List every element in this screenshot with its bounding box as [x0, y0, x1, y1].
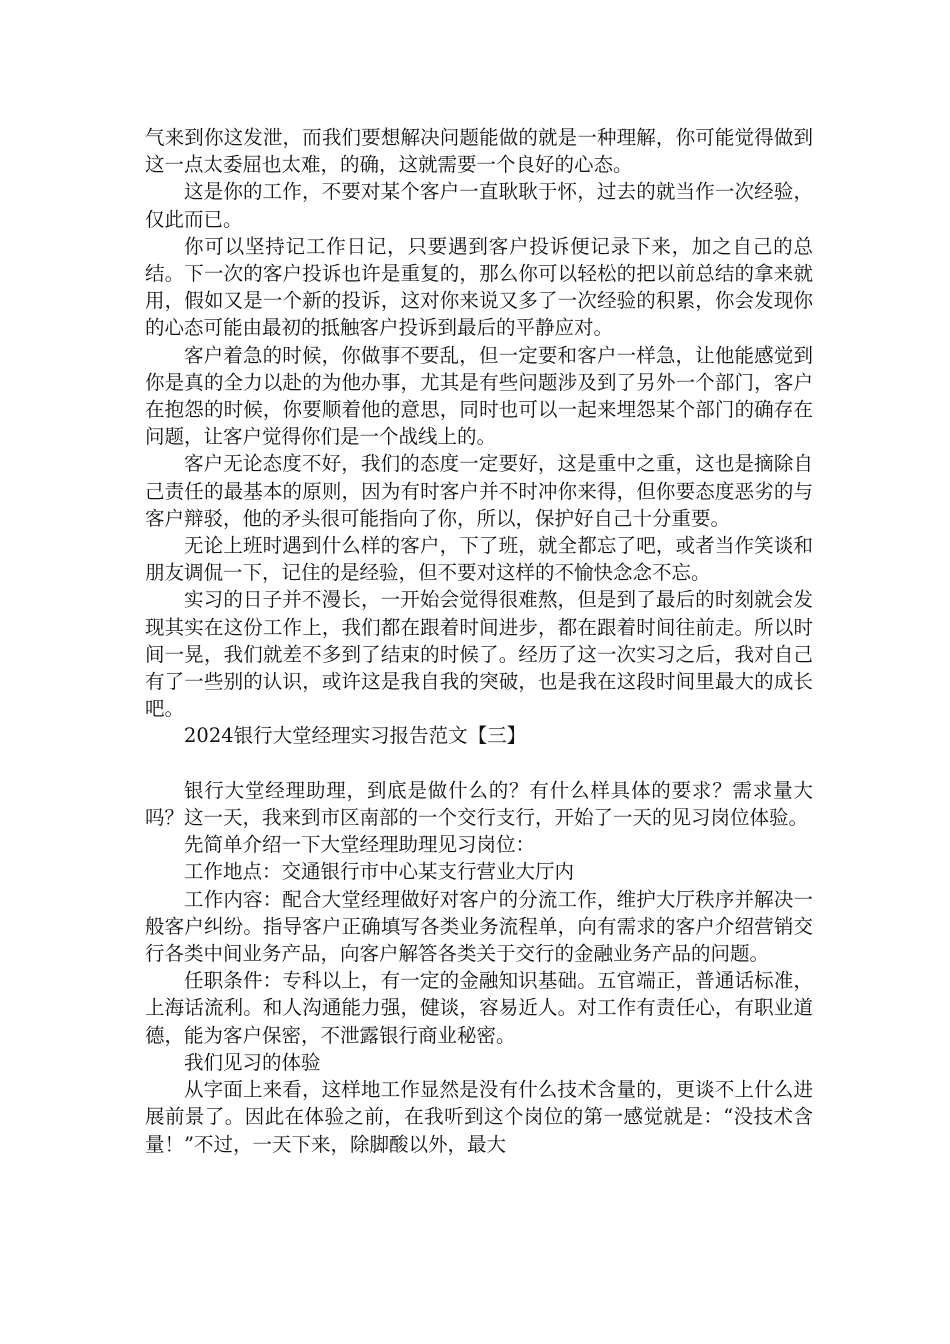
paragraph: 从字面上来看，这样地工作显然是没有什么技术含量的，更谈不上什么进展前景了。因此在体验之前，在我听到这个岗位的第一感觉就是：“没技术含量！”不过，一天下来，除脚酸以外，最大 — [145, 1078, 813, 1156]
blank-line — [145, 750, 813, 777]
document-page — [145, 124, 813, 1158]
paragraph: 这是你的工作，不要对某个客户一直耿耿于怀，过去的就当作一次经验，仅此而已。 — [145, 180, 813, 231]
paragraph: 我们见习的体验 — [184, 1050, 321, 1074]
paragraph: 气来到你这发泄，而我们要想解决问题能做的就是一种理解，你可能觉得做到这一点太委屈也太难，的确，这就需要一个良好的心态。 — [145, 126, 813, 177]
paragraph: 客户无论态度不好，我们的态度一定要好，这是重中之重，这也是摘除自己责任的最基本的原则，因为有时客户并不时冲你来得，但你要态度恶劣的与客户辩驳，他的矛头很可能指向了你，所以，保护好自己十分重要。 — [145, 452, 813, 530]
section-heading: 2024银行大堂经理实习报告范文【三】 — [184, 724, 527, 748]
paragraph: 任职条件：专科以上，有一定的金融知识基础。五官端正，普通话标准，上海话流利。和人沟通能力强，健谈，容易近人。对工作有责任心，有职业道德，能为客户保密，不泄露银行商业秘密。 — [145, 969, 813, 1047]
paragraph: 你可以坚持记工作日记，只要遇到客户投诉便记录下来，加之自己的总结。下一次的客户投诉也许是重复的，那么你可以轻松的把以前总结的拿来就用，假如又是一个新的投诉，这对你来说又多了一次经验的积累，你会发现你的心态可能由最初的抵触客户投诉到最后的平静应对。 — [145, 234, 813, 340]
paragraph: 先简单介绍一下大堂经理助理见习岗位： — [184, 833, 536, 857]
paragraph: 工作内容：配合大堂经理做好对客户的分流工作，维护大厅秩序并解决一般客户纠纷。指导客户正确填写各类业务流程单，向有需求的客户介绍营销交行各类中间业务产品，向客户解答各类关于交行的金融业务产品的问题。 — [145, 887, 813, 966]
paragraph: 客户着急的时候，你做事不要乱，但一定要和客户一样急，让他能感觉到你是真的全力以赴的为他办事，尤其是有些问题涉及到了另外一个部门，客户在抱怨的时候，你要顺着他的意思，同时也可以一起来埋怨某个部门的确存在问题，让客户觉得你们是一个战线上的。 — [145, 343, 813, 449]
paragraph: 无论上班时遇到什么样的客户，下了班，就全都忘了吧，或者当作笑谈和朋友调侃一下，记住的是经验，但不要对这样的不愉快念念不忘。 — [145, 534, 813, 585]
paragraph: 工作地点：交通银行市中心某支行营业大厅内 — [184, 860, 575, 884]
paragraph: 实习的日子并不漫长，一开始会觉得很难熬，但是到了最后的时刻就会发现其实在这份工作上，我们都在跟着时间进步，都在跟着时间往前走。所以时间一晃，我们就差不多到了结束的时候了。经历了这一次实习之后，我对自己有了一些别的认识，或许这是我自我的突破，也是我在这段时间里最大的成长吧。 — [145, 588, 813, 721]
paragraph: 银行大堂经理助理，到底是做什么的？有什么样具体的要求？需求量大吗？这一天，我来到市区南部的一个交行支行，开始了一天的见习岗位体验。 — [145, 778, 813, 830]
